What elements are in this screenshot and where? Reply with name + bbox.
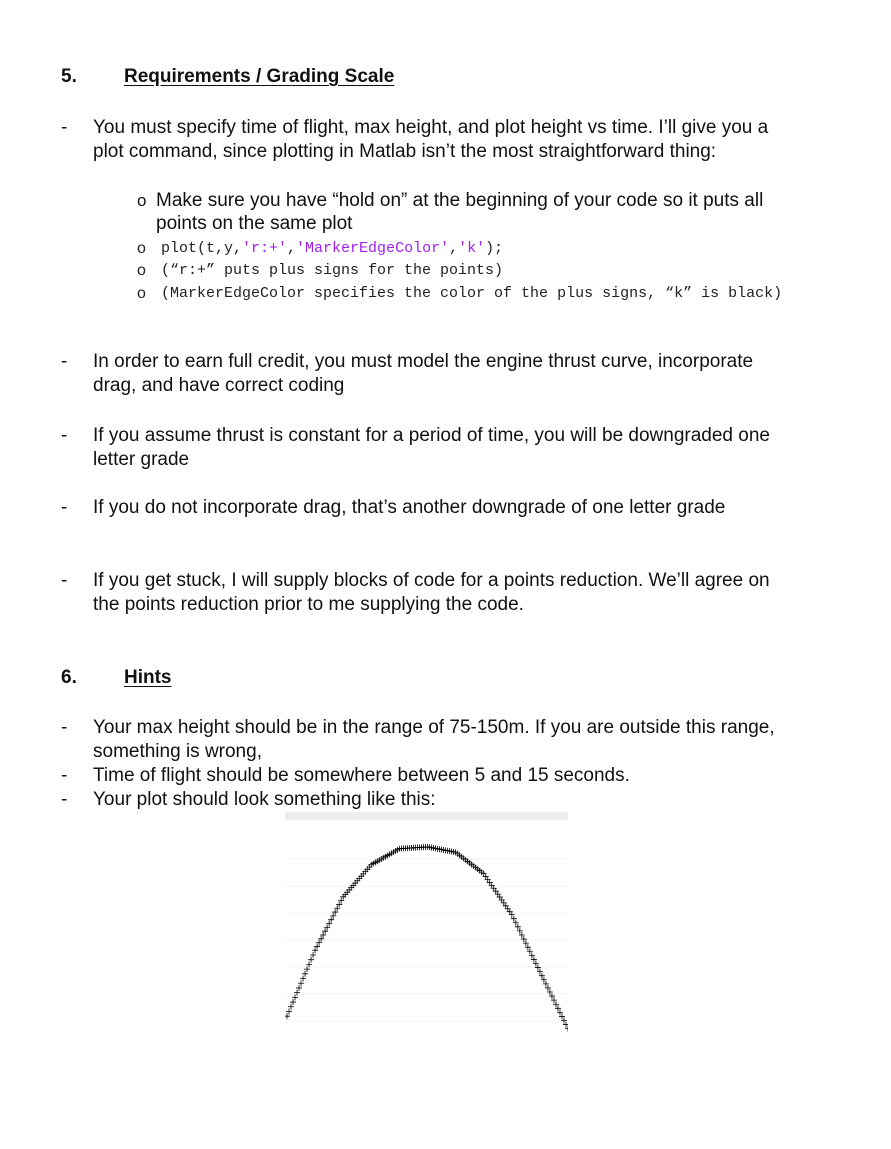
code-string-markeredgecolor: 'MarkerEdgeColor' [296,240,450,257]
bullet-dash: - [61,570,68,591]
bullet-text: In order to earn full credit, you must model the engine thrust curve, incorporate drag, and have correct coding [93,351,754,396]
section-6-title: Hints [124,667,172,688]
code-bullet-mark: o [137,285,146,302]
sub-bullet-text: Make sure you have “hold on” at the beginning of your code so it puts all points on the same plot [156,190,764,234]
bullet-dash: - [61,497,68,518]
example-trajectory-plot [285,812,568,1048]
requirement-bullet-4 [61,496,801,520]
code-string-linespec: 'r:+' [242,240,288,257]
code-bullet-mark: o [137,240,146,257]
section-6-heading [61,667,172,689]
requirement-bullet-1 [61,116,801,164]
bullet-text: If you assume thrust is constant for a period of time, you will be downgraded one letter grade [93,425,770,470]
bullet-text: Your plot should look something like this: [93,789,436,810]
bullet-dash: - [61,425,68,446]
section-5-title: Requirements / Grading Scale [124,66,395,87]
sub-bullet-mark: o [137,191,147,210]
code-comma: , [287,240,297,257]
requirement-bullet-2 [61,350,801,398]
code-prefix: plot(t,y, [161,240,243,257]
bullet-text: You must specify time of flight, max height, and plot height vs time. I’ll give you a plot command, since plotting in Matlab isn’t the most straightforward thing: [93,117,769,162]
bullet-text: Time of flight should be somewhere between 5 and 15 seconds. [93,765,630,786]
code-bullet-mark: o [137,262,146,279]
code-suffix: ); [485,240,504,257]
hint-bullet-2 [61,764,801,788]
code-line-plot [137,239,797,259]
code-comment-text: (MarkerEdgeColor specifies the color of the plus signs, “k” is black) [161,285,783,302]
plot-top-band [285,812,568,820]
code-line-plus-signs [137,261,797,281]
section-5-heading [61,66,394,88]
code-comma: , [449,240,459,257]
code-string-k: 'k' [458,240,486,257]
bullet-dash: - [61,117,68,138]
requirement-bullet-5 [61,569,801,617]
code-comment-text: (“r:+” puts plus signs for the points) [161,262,504,279]
sub-bullet-hold-on [137,189,787,235]
bullet-dash: - [61,717,68,738]
bullet-text: Your max height should be in the range of 75-150m. If you are outside this range, something is wrong, [93,717,775,762]
bullet-dash: - [61,765,68,786]
section-5-number: 5. [61,66,77,87]
hint-bullet-1 [61,716,801,764]
bullet-text: If you get stuck, I will supply blocks of code for a points reduction. We’ll agree on the points reduction prior to me supplying the code. [93,570,770,615]
code-line-marker-color [137,284,797,304]
trajectory-plot-svg [285,812,568,1048]
bullet-dash: - [61,789,68,810]
requirement-bullet-3 [61,424,801,472]
hint-bullet-3 [61,788,801,812]
bullet-dash: - [61,351,68,372]
bullet-text: If you do not incorporate drag, that’s another downgrade of one letter grade [93,497,726,518]
code-plot-command [161,239,797,259]
section-6-number: 6. [61,667,77,688]
